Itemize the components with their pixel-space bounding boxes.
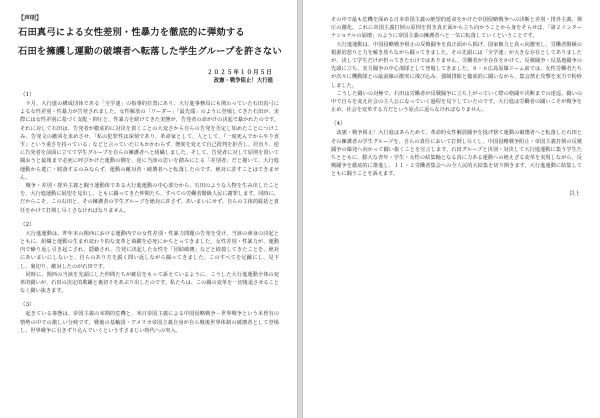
- headline-line-2: 石田を擁護し運動の破壊者へ転落した学生グループを許さない: [18, 46, 282, 57]
- paragraph: 大行進運動は、中国侵略戦争阻止の反戦闘争を真正面から掲げ、国家権力と真っ向激突し、労働者階級の根源的怒りと力を解き放ちながら闘ってきました。その先頭には「全学連」が大きな存在としてありましたが、決して学生だけが担ってきたわけではありません。労働者が全存在をかけて、反戦闘争・反基地闘争の先頭に立ち、実力闘争の中心部隊として登場してきました。８・６広島原爆ドーム前では、女性労働者たちが次々に機動隊との最前線の激突に飛び込み、強制排除と徹底的に闘いながら、集会禁止攻撃を実力で粉砕しました。: [331, 41, 582, 89]
- section-number: （3）: [20, 302, 35, 309]
- paragraph: その中で最も危機を深める日本帝国主義の絶望的延命をかけた中国侵略戦争への決断と差別・排外主義、弾圧の激化。これに帝国主義打倒の原則を貫き真正面から立ち向かうことから身をそらせば、「第２インターナショナルの崩壊」のように帝国主義の擁護者へと一気に転落していくということです。: [331, 17, 582, 40]
- statement-date: ２０２５年１０月５日: [207, 70, 273, 76]
- paragraph: 同時に、関西の当該を先頭にした仲間たちが確信をもって訴えているように、こうした大行進運動全体の変革的闘いが、石田の決定的欺瞞と裏切りをあぶり出したのです。私たちは、この闘の変革を一切後退させることなく闘い抜きます。: [20, 271, 279, 295]
- section-2: [14, 221, 283, 296]
- statement-issuer: 改憲・戦争阻止！大行進: [213, 78, 273, 84]
- paragraph: 起きている事態は、帝国主義の末期的危機と、米日帝国主義による中国侵略戦争－世界戦争という未曽有の情勢の中での激しい分岐です。戦後の基軸国・アメリカ帝国主義自身が自ら戦後世界体制の破壊者として登場し、世界戦争に引きずり込んでいくというすさまじい時代への突入、: [20, 311, 279, 334]
- section-number: （4）: [331, 121, 346, 128]
- section-3: [14, 301, 283, 335]
- paragraph: ９月、大行進の構成団体である「全学連」の指導的位置にあり、大行進事務局にも関わっていた石田真弓による女性差別・性暴力が告発されました。女性解放の「リーダー」「最先端」のように登場してきた石田が、実際には女性差別に基づく支配・抑圧と、性暴力を続けてきた実態が、告発者の命がけの決起で暴かれたのです。それに対して石田は、告発者が徹底的に対決を貫くことの大変さから自らの告発を否定し始めたことにつけこみ、告発文の撤回を求めさせ、「私の犯罪性は深刻であり、革命家として、人として、『一度死んでからやり直す』という重さを持っている」などと言っていたにもかかわらず、態度を変えて自己批判を拒否し、居直り、逆に告発者を前面に立てて学生グループを自らの擁護者へと組織しました。そして、告発者に対して原則を貫いて闘おうと最後まで必死に呼びかけた運動の側を、逆に当該の思いを踏みにじる「差別者」だと描いて、大行進運動から逃亡・脱落するのみならず、運動の敵対者・破壊者へと転落したのです。絶対に許すことはできません。: [20, 101, 279, 181]
- document-page-left: [0, 0, 297, 418]
- paragraph: 改憲・戦争阻止！大行進はあらためて、革命的女性解放闘争を投げ捨て運動の破壊者へと転落した石田とその擁護者の学生グループを、自らの責任において打倒し尽くし、中国侵略戦争阻止・帝国主義打倒の反戦闘争の爆発へ向かって闘い抜くことを宣言します。石田グループと決別・対決して大行進運動に集う学生たちとともに、膨大な青年・学生・女性の結集軸となる真に力ある運動への絶えざる変革を実現しながら、反戦闘争を徹底的に推進し、１１・２労働者集会への全人民的大結集を切り開きます。大行進運動に結集してともに闘うことを訴えます。: [331, 130, 582, 178]
- headline-line-1: 石田真弓による女性差別・性暴力を徹底的に弾劾する: [18, 27, 245, 38]
- section-number: （1）: [20, 92, 35, 98]
- statement-tag: 【声明】: [18, 15, 43, 22]
- section-4: [325, 120, 586, 178]
- closing-mark: 以上: [569, 190, 580, 197]
- document-page-right: [303, 0, 600, 418]
- paragraph: 戦争・差別・排外主義と闘う運動体である大行進運動の中心部分から、石田のような人物を生み出したことを、大行進運動に展望を見出し、ともに闘ってきた仲間たち、すべての労働者階級人民に謝罪します。同時に、だからこそ、この石田と、その擁護者の学生グループを絶対に許さず、あいまいにせず、自らの主体的総括と責任をかけて打倒し尽くさなければなりません。: [20, 183, 279, 214]
- paragraph: こうした闘いの対極で、石田は労働者が反戦闘争に立ち上がっていく際の格闘や決断までの達巡、闘いの中で自らを変え社会の主人公になっていく過程を見下していたのです。大行進は労働者の闘いこそが戦争を止め、社会を変革する力だという原点に返らなければなりません。: [331, 90, 582, 114]
- paragraph: 大行進運動は、昨年末の関西における運動内での女性差別・性暴力問題の告発を受け、当該の渾身の決起とともに、組織と運動の生まれ変わり的な変革と飛躍を必死にかちとってきました。女性差別・性暴力が、運動内で繰り返し引き起こされ、隠蔽され、告発に決起した女性を「団結破壊」などと絞殺してきたことを、絶対にあいまいにしないと、自らのあり方を鋭く問い返しながら闘ってきました。このすべてを足蹴にし、見下し、裏切り、敵対したのが石田です。: [20, 230, 279, 270]
- section-1: [14, 91, 283, 215]
- section-3-continued: [325, 16, 586, 114]
- section-number: （2）: [20, 221, 35, 228]
